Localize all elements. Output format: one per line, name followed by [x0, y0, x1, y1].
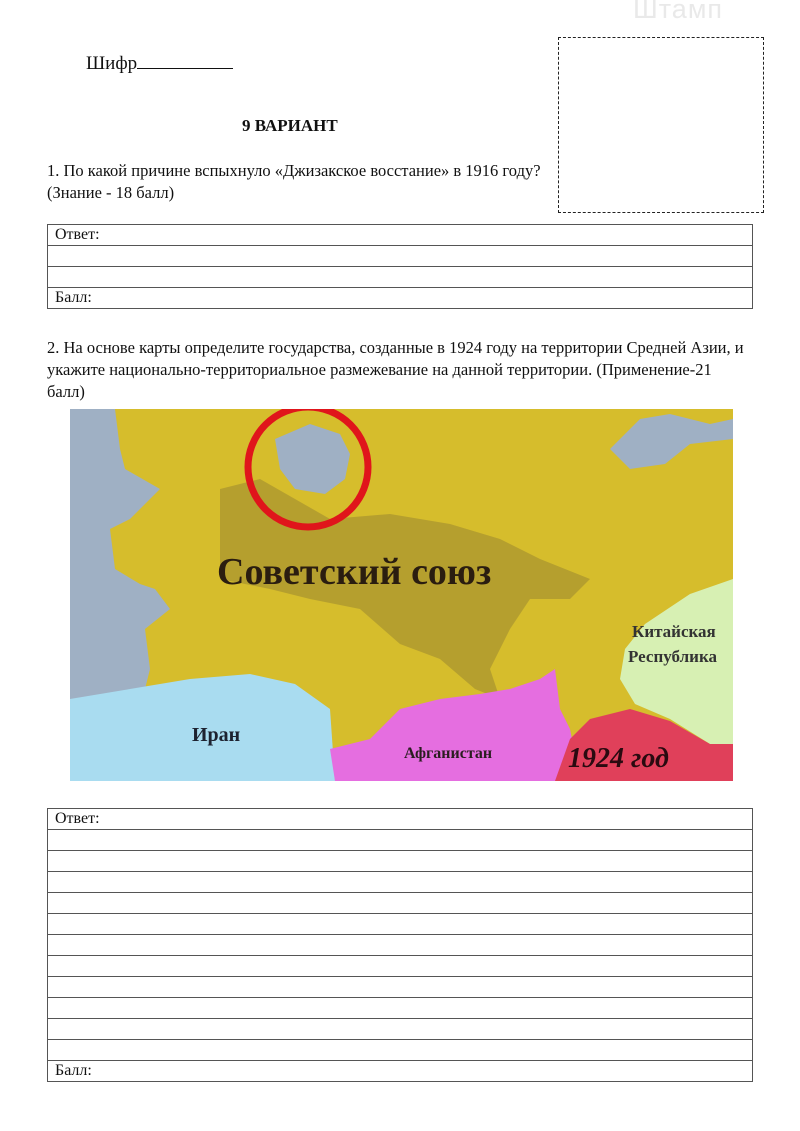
china-label-2: Республика: [628, 647, 717, 666]
score-label: Балл:: [48, 288, 753, 309]
answer-label: Ответ:: [48, 225, 753, 246]
variant-title: 9 ВАРИАНТ: [242, 116, 338, 135]
answer-line[interactable]: [48, 872, 753, 893]
answer-table-2: [47, 808, 753, 1082]
cipher-field: [86, 50, 233, 75]
answer-line[interactable]: [48, 893, 753, 914]
answer-line[interactable]: [48, 956, 753, 977]
answer-line[interactable]: [48, 1040, 753, 1061]
answer-line[interactable]: [48, 267, 753, 288]
answer-line[interactable]: [48, 977, 753, 998]
stamp-box: [558, 37, 764, 213]
answer-table-1: [47, 224, 753, 309]
answer-line[interactable]: [48, 998, 753, 1019]
answer-label: Ответ:: [48, 809, 753, 830]
afghanistan-label: Афганистан: [404, 745, 493, 762]
china-label-1: Китайская: [632, 622, 716, 641]
question-1-text: 1. По какой причине вспыхнуло «Джизакское восстание» в 1916 году? (Знание - 18 балл): [47, 161, 541, 202]
answer-line[interactable]: [48, 830, 753, 851]
stamp-label: Штамп: [633, 0, 724, 24]
map-image: [70, 409, 733, 781]
question-2-text: 2. На основе карты определите государства, созданные в 1924 году на территории Средней Азии, и укажите национально-территориальное размежевание на данной территории. (Применение-21 балл): [47, 338, 744, 401]
year-label: 1924 год: [568, 743, 669, 774]
cipher-label: Шифр: [86, 53, 138, 74]
answer-line[interactable]: [48, 1019, 753, 1040]
iran-label: Иран: [192, 724, 241, 746]
answer-line[interactable]: [48, 914, 753, 935]
answer-line[interactable]: [48, 935, 753, 956]
answer-line[interactable]: [48, 851, 753, 872]
ussr-label: Советский союз: [217, 551, 492, 593]
cipher-blank-line: [137, 50, 233, 69]
score-label: Балл:: [48, 1061, 753, 1082]
answer-line[interactable]: [48, 246, 753, 267]
